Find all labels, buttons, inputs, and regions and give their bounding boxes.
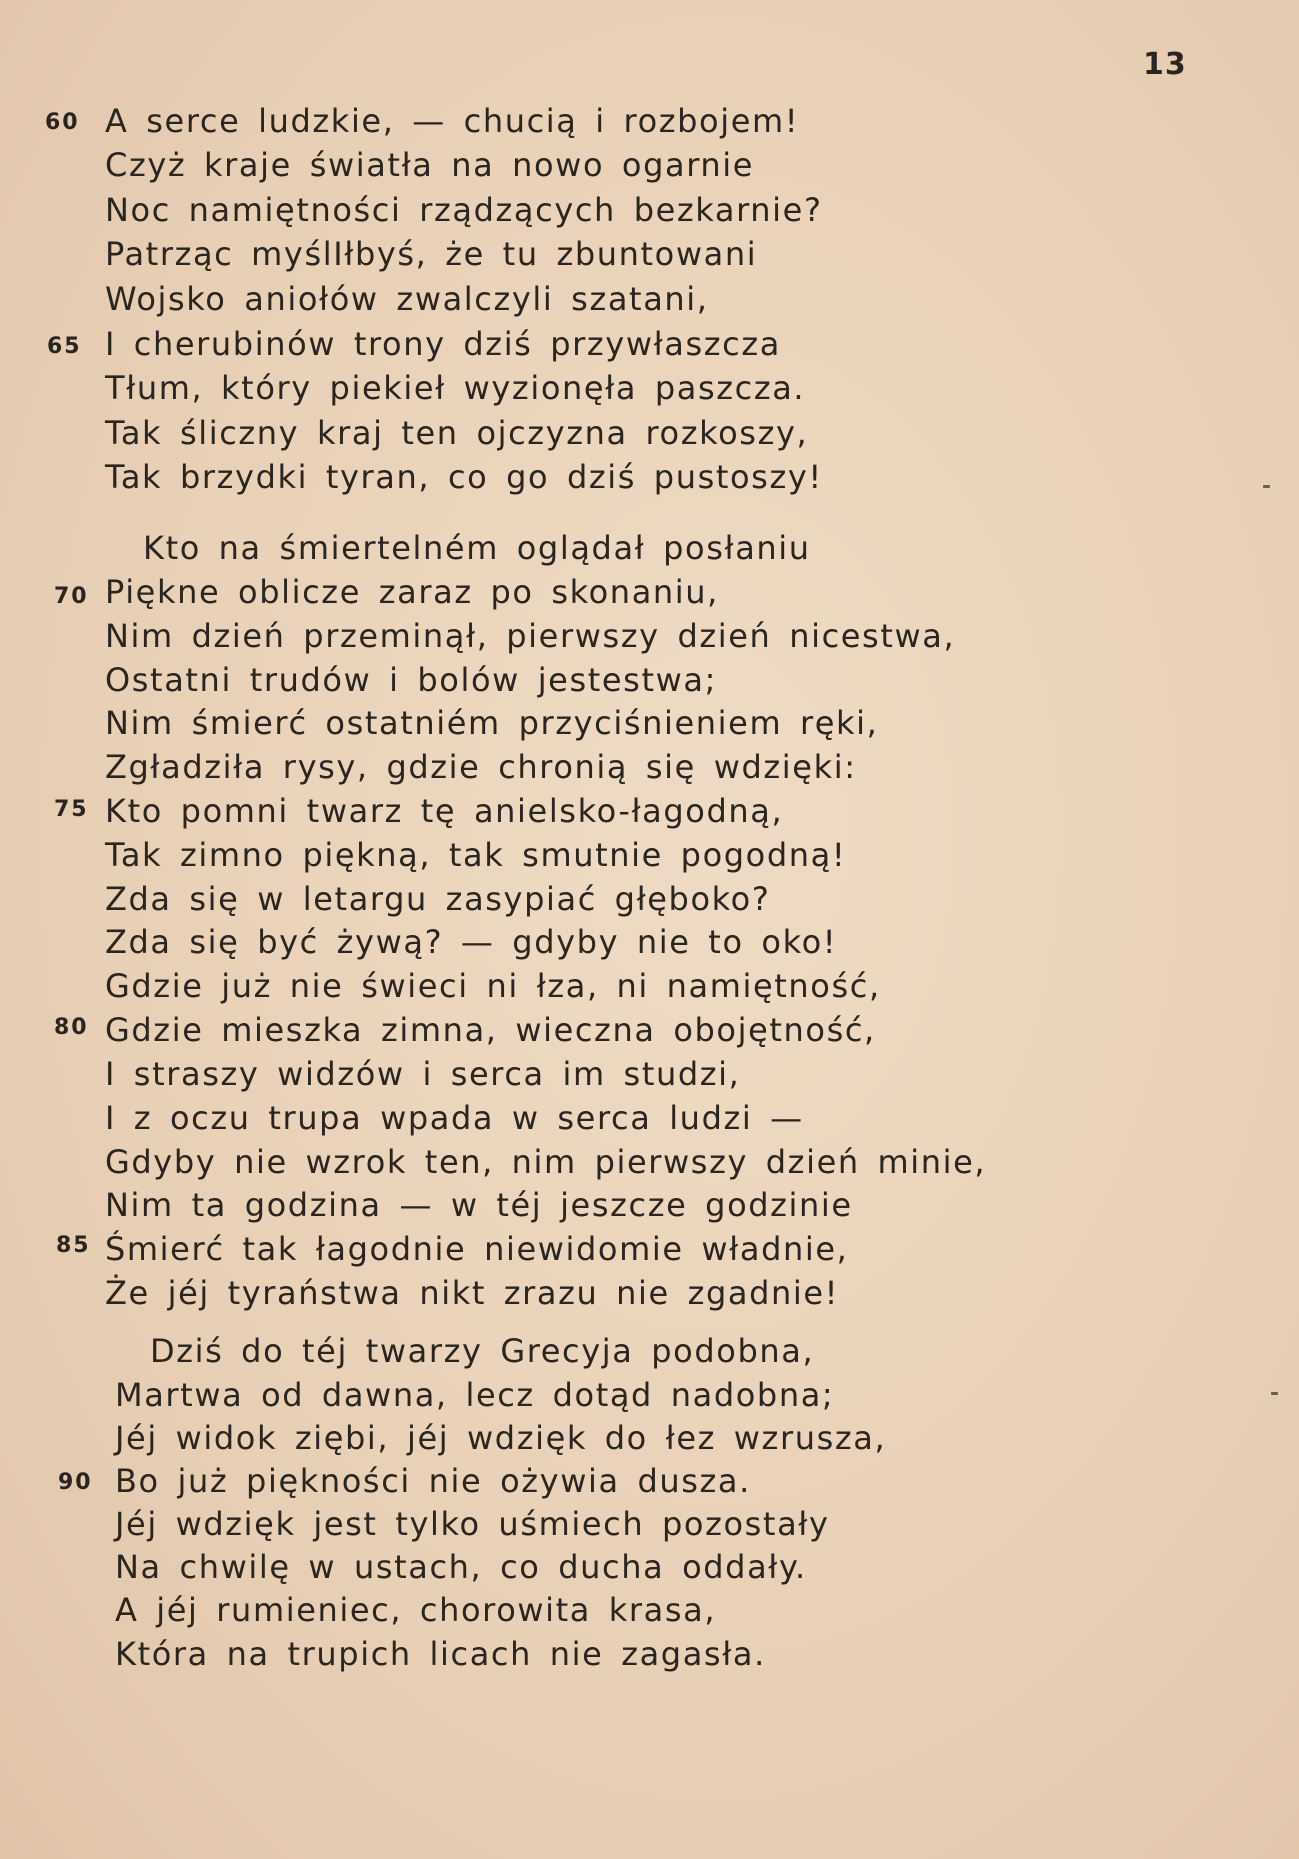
verse-line: I straszy widzów i serca im studzi, bbox=[105, 1055, 741, 1093]
verse-line: A jéj rumieniec, chorowita krasa, bbox=[115, 1591, 717, 1629]
page-number: 13 bbox=[1143, 47, 1187, 82]
verse-line: Kto na śmiertelném oglądał posłaniu bbox=[143, 529, 811, 567]
line-number-70: 70 bbox=[54, 584, 89, 609]
verse-line: Patrząc myślIłbyś, że tu zbuntowani bbox=[105, 235, 758, 273]
verse-line: Na chwilę w ustach, co ducha oddały. bbox=[115, 1548, 807, 1586]
verse-line: Tak brzydki tyran, co go dziś pustoszy! bbox=[105, 458, 823, 496]
verse-line: Dziś do téj twarzy Grecyja podobna, bbox=[150, 1332, 815, 1370]
line-number-75: 75 bbox=[54, 797, 89, 822]
verse-line: Tłum, który piekieł wyzionęła paszcza. bbox=[105, 369, 806, 407]
verse-line: Nim ta godzina — w téj jeszcze godzinie bbox=[105, 1186, 853, 1224]
paper-speck bbox=[1271, 1392, 1278, 1395]
verse-line: Nim dzień przeminął, pierwszy dzień nicestwa, bbox=[105, 617, 956, 655]
verse-line: Jéj wdzięk jest tylko uśmiech pozostały bbox=[115, 1505, 830, 1543]
verse-line: Ostatni trudów i bolów jestestwa; bbox=[105, 661, 717, 699]
verse-line: I z oczu trupa wpada w serca ludzi — bbox=[105, 1099, 804, 1137]
verse-line: Martwa od dawna, lecz dotąd nadobna; bbox=[115, 1376, 835, 1414]
verse-line: I cherubinów trony dziś przywłaszcza bbox=[105, 325, 781, 363]
verse-line: Gdzie mieszka zimna, wieczna obojętność, bbox=[105, 1011, 876, 1049]
verse-line: Tak zimno piękną, tak smutnie pogodną! bbox=[105, 836, 847, 874]
verse-line: Która na trupich licach nie zagasła. bbox=[115, 1635, 766, 1673]
line-number-90: 90 bbox=[58, 1470, 93, 1495]
verse-line: Jéj widok ziębi, jéj wdzięk do łez wzrusza, bbox=[115, 1419, 887, 1457]
verse-line: Piękne oblicze zaraz po skonaniu, bbox=[105, 573, 719, 611]
verse-line: Tak śliczny kraj ten ojczyzna rozkoszy, bbox=[105, 414, 809, 452]
verse-line: Gdyby nie wzrok ten, nim pierwszy dzień minie, bbox=[105, 1143, 987, 1181]
verse-line: Że jéj tyraństwa nikt zrazu nie zgadnie! bbox=[105, 1274, 840, 1312]
verse-line: Bo już piękności nie ożywia dusza. bbox=[115, 1462, 751, 1500]
verse-line: Zda się w letargu zasypiać głęboko? bbox=[105, 880, 771, 918]
line-number-65: 65 bbox=[47, 334, 82, 359]
paper-speck bbox=[1263, 485, 1270, 488]
verse-line: Zgładziła rysy, gdzie chronią się wdzięki: bbox=[105, 748, 857, 786]
verse-line: Zda się być żywą? — gdyby nie to oko! bbox=[105, 923, 838, 961]
line-number-80: 80 bbox=[54, 1015, 89, 1040]
verse-line: Czyż kraje światła na nowo ogarnie bbox=[105, 146, 755, 184]
verse-line: Nim śmierć ostatniém przyciśnieniem ręki, bbox=[105, 704, 879, 742]
verse-line: Noc namiętności rządzących bezkarnie? bbox=[105, 191, 823, 229]
verse-line: A serce ludzkie, — chucią i rozbojem! bbox=[105, 102, 800, 140]
line-number-60: 60 bbox=[45, 110, 80, 135]
verse-line: Śmierć tak łagodnie niewidomie władnie, bbox=[105, 1230, 849, 1268]
verse-line: Kto pomni twarz tę anielsko-łagodną, bbox=[105, 792, 784, 830]
verse-line: Gdzie już nie świeci ni łza, ni namiętność, bbox=[105, 967, 881, 1005]
verse-line: Wojsko aniołów zwalczyli szatani, bbox=[105, 280, 709, 318]
line-number-85: 85 bbox=[56, 1233, 91, 1258]
